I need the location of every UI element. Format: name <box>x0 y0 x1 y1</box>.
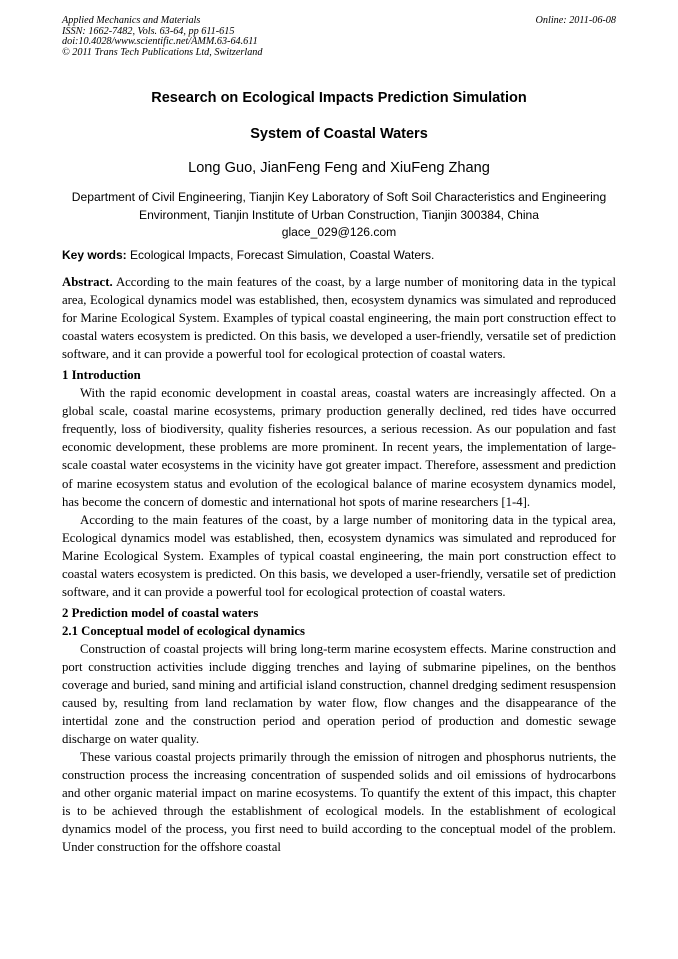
section-heading-introduction: 1 Introduction <box>62 368 141 383</box>
affiliation-line-2: Environment, Tianjin Institute of Urban Construction, Tianjin 300384, China <box>139 207 539 222</box>
section-heading-prediction-model: 2 Prediction model of coastal waters <box>62 605 259 620</box>
copyright-line: © 2011 Trans Tech Publications Ltd, Switzerland <box>62 46 263 58</box>
paragraph: These various coastal projects primarily through the emission of nitrogen and phosphorus nutrients, the construction process the increasing concentration of suspended solids and oil emissions of hydrocarbons and other organic material impact on marine ecosystems. To quantify the extent of this impact, this chapter is to be achieved through the establishment of ecological models. In the establishment of ecological dynamics model of the process, you first need to build according to the conceptual model of the problem. Under construction for the offshore coastal <box>62 750 616 855</box>
abstract-text: According to the main features of the coast, by a large number of monitoring data in the typical area, Ecological dynamics model was established, then, ecosystem dynamics was simulated and reproduced for Marine Ecological System. Examples of typical coastal engineering, the main port construction effect to coastal waters ecosystem is predicted. On this basis, we developed a user-friendly, versatile set of prediction software, and it can provide a powerful tool for ecological protection of coastal waters. <box>62 275 616 362</box>
affiliation-line-1: Department of Civil Engineering, Tianjin Key Laboratory of Soft Soil Characteristics and Engineering <box>71 190 607 204</box>
keywords-text: Ecological Impacts, Forecast Simulation, Coastal Waters. <box>130 248 435 262</box>
authors: Long Guo, JianFeng Feng and XiuFeng Zhang <box>188 160 490 176</box>
email: glace_029@126.com <box>281 225 397 239</box>
journal-header <box>62 16 616 58</box>
paragraph: According to the main features of the coast, by a large number of monitoring data in the typical area, Ecological dynamics model was established, then, ecosystem dynamics was simulated and reproduced for Marine Ecological System. Examples of typical coastal engineering, the main port construction effect to coastal waters ecosystem is predicted. On this basis, we developed a user-friendly, versatile set of prediction software, and it can provide a powerful tool for ecological protection of coastal waters. <box>62 512 616 599</box>
doi-line: doi:10.4028/www.scientific.net/AMM.63-64.611 <box>62 36 258 47</box>
abstract-label: Abstract. <box>62 275 113 289</box>
online-date: Online: 2011-06-08 <box>535 15 616 26</box>
issn-line: ISSN: 1662-7482, Vols. 63-64, pp 611-615 <box>62 25 235 37</box>
paragraph: Construction of coastal projects will bring long-term marine ecosystem effects. Marine construction and port construction activities include digging trenches and laying of submarine pipelines, on the benthos coverage and buried, sand mining and artificial island construction, channel dredging sediment resuspension caused by, resulting from land reclamation by water flow, flow changes and the disappearance of the intertidal zone and the construction period and operation period of production and domestic sewage discharge on water quality. <box>62 641 616 747</box>
paragraph: With the rapid economic development in coastal areas, coastal waters are increasingly affected. On a global scale, coastal marine ecosystems, primary production generally declined, red tides have occurred frequently, loss of biodiversity, quality fisheries resources, a serious recession. As our population and fast economic development, these problems are more prominent. In recent years, the implementation of large-scale coastal water ecosystems in the vicinity have got greater impact. Therefore, assessment and prediction of marine ecosystem status and evolution of the ecological balance of marine ecosystem dynamics model, has become the concern of domestic and international hot spots of marine researchers [1-4]. <box>62 386 616 509</box>
body-text <box>62 273 616 857</box>
subsection-heading-conceptual-model: 2.1 Conceptual model of ecological dynamics <box>62 623 305 638</box>
keywords-label: Key words: <box>62 248 127 262</box>
paper-title-line-2: System of Coastal Waters <box>250 126 428 142</box>
affiliation <box>62 189 616 242</box>
paper-title-line-1: Research on Ecological Impacts Prediction Simulation <box>151 90 527 106</box>
journal-name: Applied Mechanics and Materials <box>62 15 201 26</box>
abstract <box>62 273 616 363</box>
keywords <box>62 248 616 262</box>
